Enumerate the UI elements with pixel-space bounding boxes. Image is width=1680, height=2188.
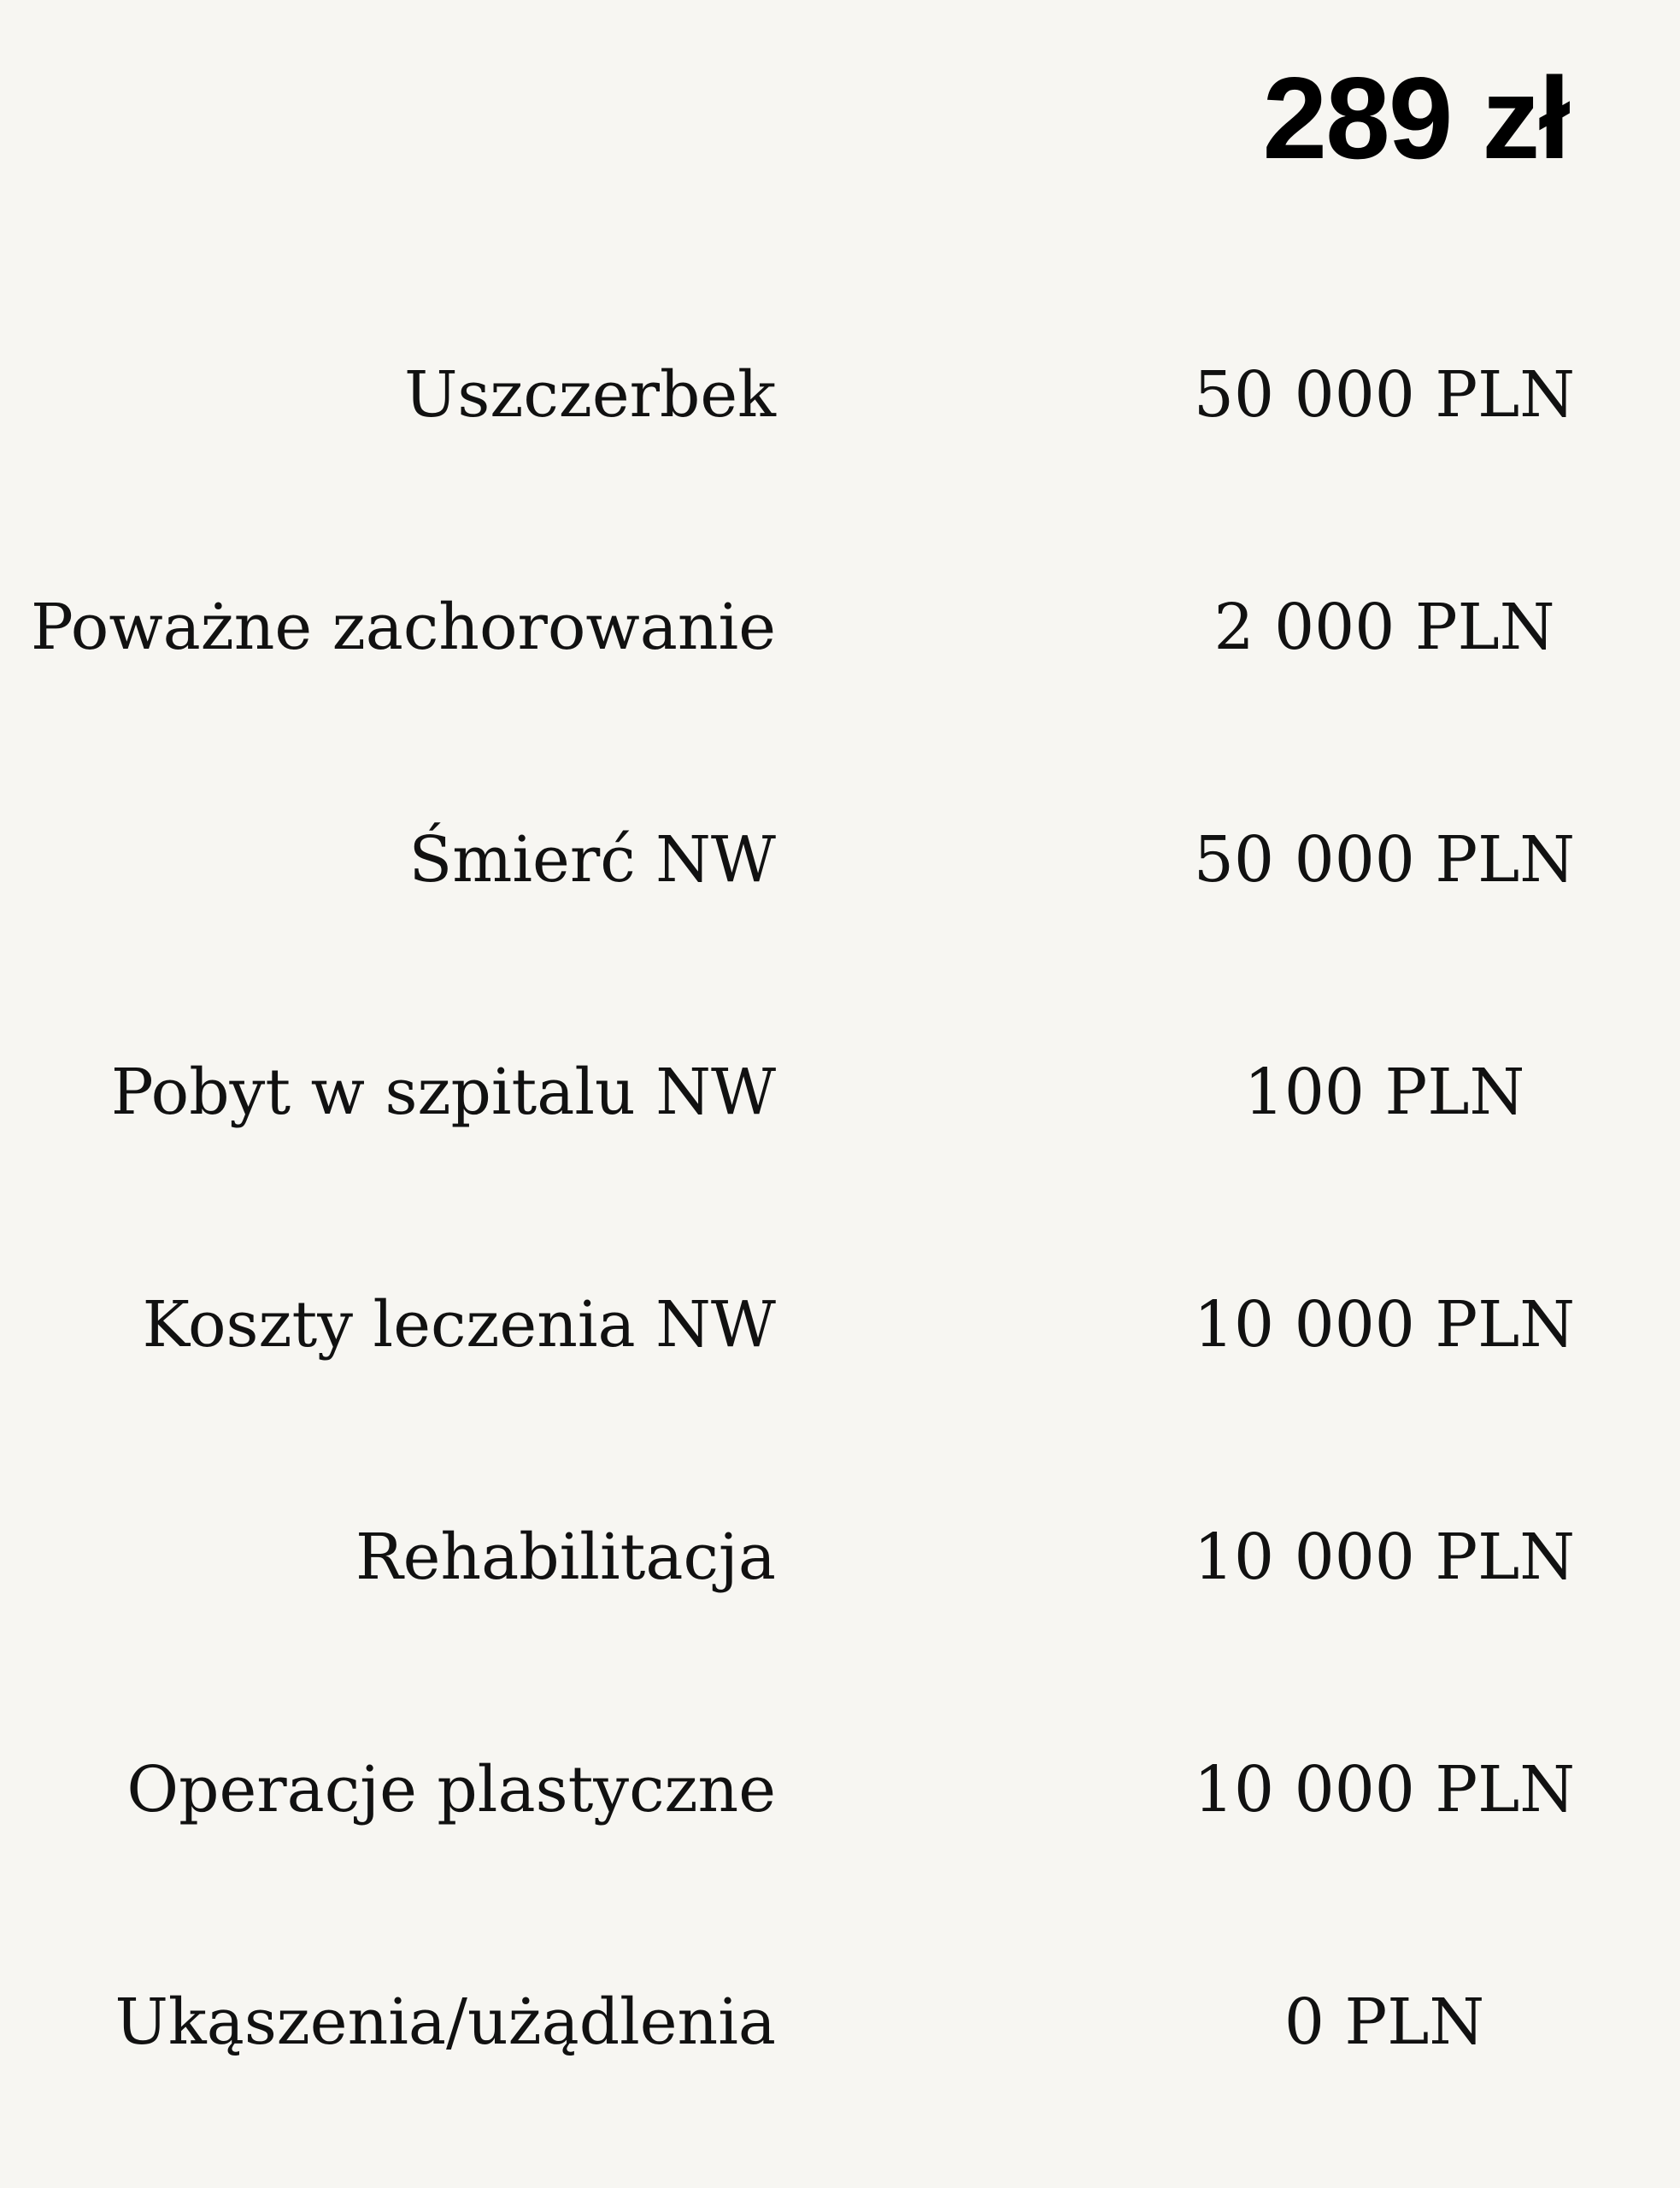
coverage-value: 10 000 PLN (1193, 1753, 1576, 1826)
coverage-value: 2 000 PLN (1213, 591, 1555, 664)
coverage-row (0, 1041, 1680, 1144)
coverage-label: Rehabilitacja (355, 1520, 776, 1594)
coverage-row (0, 344, 1680, 446)
coverage-value: 50 000 PLN (1193, 358, 1576, 432)
coverage-row (0, 1273, 1680, 1376)
coverage-row (0, 809, 1680, 911)
coverage-row (0, 576, 1680, 679)
coverage-row (0, 1738, 1680, 1841)
coverage-value: 10 000 PLN (1193, 1520, 1576, 1594)
coverage-row (0, 1971, 1680, 2073)
coverage-row (0, 1506, 1680, 1609)
coverage-label: Operacje plastyczne (126, 1753, 776, 1826)
coverage-value: 10 000 PLN (1193, 1288, 1576, 1362)
coverage-label: Ukąszenia/użądlenia (115, 1985, 776, 2059)
coverage-label: Uszczerbek (404, 358, 776, 432)
price: 289 zł (1262, 53, 1569, 183)
coverage-label: Poważne zachorowanie (30, 591, 776, 664)
coverage-label: Śmierć NW (408, 823, 776, 897)
coverage-label: Koszty leczenia NW (142, 1288, 776, 1362)
coverage-label: Pobyt w szpitalu NW (110, 1056, 776, 1129)
coverage-value: 100 PLN (1243, 1056, 1525, 1129)
coverage-value: 50 000 PLN (1193, 823, 1576, 897)
coverage-value: 0 PLN (1283, 1985, 1485, 2059)
